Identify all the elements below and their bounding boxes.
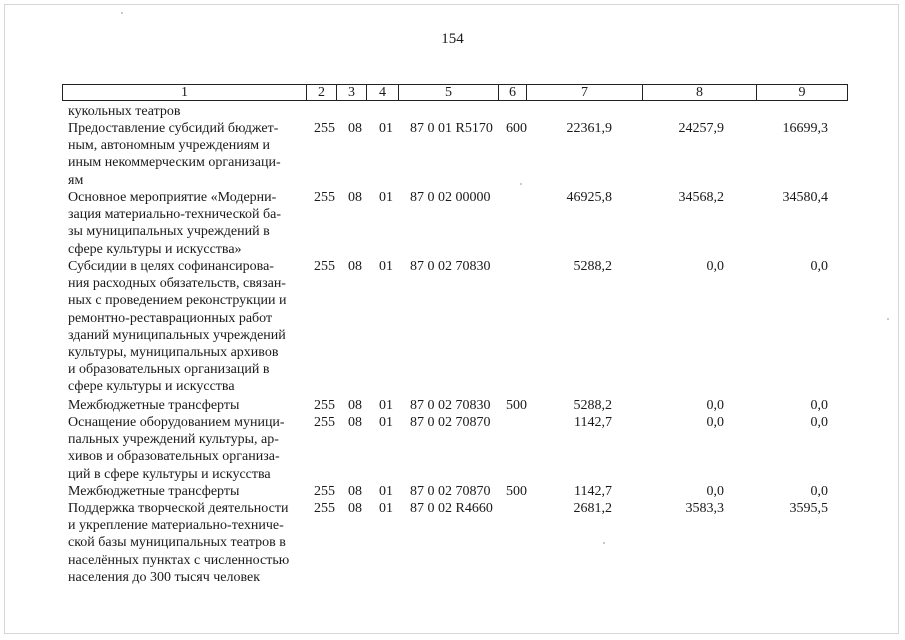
row-4-c2: 255: [314, 398, 335, 413]
row-1-c5: 87 0 01 R5170: [410, 121, 493, 136]
row-4-c6: 500: [506, 398, 527, 413]
row-6-description-line: Межбюджетные трансферты: [68, 484, 240, 499]
row-7-c7: 2681,2: [573, 501, 612, 516]
row-5-c8: 0,0: [706, 415, 724, 430]
row-6-c8: 0,0: [706, 484, 724, 499]
continuation-text: кукольных театров: [68, 104, 181, 119]
row-3-c9: 0,0: [810, 259, 828, 274]
row-4-c5: 87 0 02 70830: [410, 398, 491, 413]
scan-speck: [603, 542, 605, 544]
row-4-c3: 08: [348, 398, 362, 413]
row-6-c6: 500: [506, 484, 527, 499]
row-7-description-line: населённых пунктах с численностью: [68, 552, 290, 568]
row-1-description-line: иным некоммерческим организаци-: [68, 155, 281, 171]
row-2-c4: 01: [379, 190, 393, 205]
row-1-c2: 255: [314, 121, 335, 136]
row-3-description-line: ния расходных обязательств, связан-: [68, 276, 286, 292]
row-7-description-line: населения до 300 тысяч человек: [68, 569, 261, 585]
row-5-description-line: Оснащение оборудованием муници-: [68, 415, 285, 430]
row-5-description-line: ций в сфере культуры и искусства: [68, 466, 271, 482]
header-col-5: 5: [399, 85, 499, 100]
row-2-description-line: Основное мероприятие «Модерни-: [68, 190, 277, 205]
row-6-c4: 01: [379, 484, 393, 499]
row-5-c4: 01: [379, 415, 393, 430]
row-4-c9: 0,0: [810, 398, 828, 413]
row-6-c7: 1142,7: [574, 484, 612, 499]
header-col-7: 7: [527, 85, 643, 100]
row-7-c4: 01: [379, 501, 393, 516]
row-6-c3: 08: [348, 484, 362, 499]
row-3-description-line: и образовательных организаций в: [68, 362, 270, 378]
row-1-description-line: ям: [68, 172, 84, 188]
row-7-c9: 3595,5: [789, 501, 828, 516]
row-2-description-line: сфере культуры и искусства»: [68, 241, 242, 257]
scan-speck: [520, 183, 522, 185]
row-1-c8: 24257,9: [678, 121, 724, 136]
row-5-description-line: хивов и образовательных организа-: [68, 449, 280, 465]
row-5-c2: 255: [314, 415, 335, 430]
row-7-c8: 3583,3: [685, 501, 724, 516]
row-1-description-line: ным, автономным учреждениям и: [68, 138, 271, 154]
row-3-c3: 08: [348, 259, 362, 274]
row-1-c4: 01: [379, 121, 393, 136]
row-3-c8: 0,0: [706, 259, 724, 274]
row-3-c5: 87 0 02 70830: [410, 259, 491, 274]
row-2-c7: 46925,8: [566, 190, 612, 205]
scan-speck: [887, 318, 889, 320]
header-col-4: 4: [367, 85, 399, 100]
row-5-c9: 0,0: [810, 415, 828, 430]
row-6-c9: 0,0: [810, 484, 828, 499]
row-2-description-line: зы муниципальных учреждений в: [68, 224, 270, 240]
row-1-c7: 22361,9: [566, 121, 612, 136]
row-3-description-line: зданий муниципальных учреждений: [68, 327, 286, 343]
row-4-c4: 01: [379, 398, 393, 413]
row-5-description-line: пальных учреждений культуры, ар-: [68, 432, 279, 448]
row-2-c5: 87 0 02 00000: [410, 190, 491, 205]
header-col-2: 2: [307, 85, 337, 100]
row-3-c4: 01: [379, 259, 393, 274]
row-7-description-line: ской базы муниципальных театров в: [68, 535, 286, 551]
header-col-3: 3: [337, 85, 367, 100]
page-number: 154: [441, 31, 464, 47]
row-3-description-line: культуры, муниципальных архивов: [68, 345, 279, 360]
row-6-c2: 255: [314, 484, 335, 499]
row-2-c9: 34580,4: [782, 190, 828, 205]
row-1-description-line: Предоставление субсидий бюджет-: [68, 121, 279, 136]
row-3-c7: 5288,2: [573, 259, 612, 274]
row-3-description-line: сфере культуры и искусства: [68, 379, 235, 395]
row-7-c3: 08: [348, 501, 362, 516]
header-col-9: 9: [798, 85, 806, 100]
header-col-1: 1: [63, 85, 307, 100]
row-1-c6: 600: [506, 121, 527, 136]
row-4-c8: 0,0: [706, 398, 724, 413]
table-header: [62, 84, 848, 101]
row-5-c3: 08: [348, 415, 362, 430]
row-3-description-line: ремонтно-реставрационных работ: [68, 310, 273, 326]
row-7-description-line: и укрепление материально-техниче-: [68, 518, 284, 534]
row-7-c2: 255: [314, 501, 335, 516]
row-3-description-line: Субсидии в целях софинансирова-: [68, 259, 274, 274]
header-col-6: 6: [499, 85, 527, 100]
row-4-description-line: Межбюджетные трансферты: [68, 398, 240, 413]
row-2-c8: 34568,2: [678, 190, 724, 205]
row-1-c3: 08: [348, 121, 362, 136]
header-col-8: 8: [643, 85, 757, 100]
row-2-description-line: зация материально-технической ба-: [68, 207, 282, 223]
row-5-c7: 1142,7: [574, 415, 612, 430]
row-3-c2: 255: [314, 259, 335, 274]
scan-speck: [121, 12, 123, 14]
row-4-c7: 5288,2: [573, 398, 612, 413]
row-2-c2: 255: [314, 190, 335, 205]
row-5-c5: 87 0 02 70870: [410, 415, 491, 430]
row-6-c5: 87 0 02 70870: [410, 484, 491, 499]
row-7-c5: 87 0 02 R4660: [410, 501, 493, 516]
row-7-description-line: Поддержка творческой деятельности: [68, 501, 289, 516]
row-1-c9: 16699,3: [782, 121, 828, 136]
row-3-description-line: ных с проведением реконструкции и: [68, 293, 287, 309]
row-2-c3: 08: [348, 190, 362, 205]
